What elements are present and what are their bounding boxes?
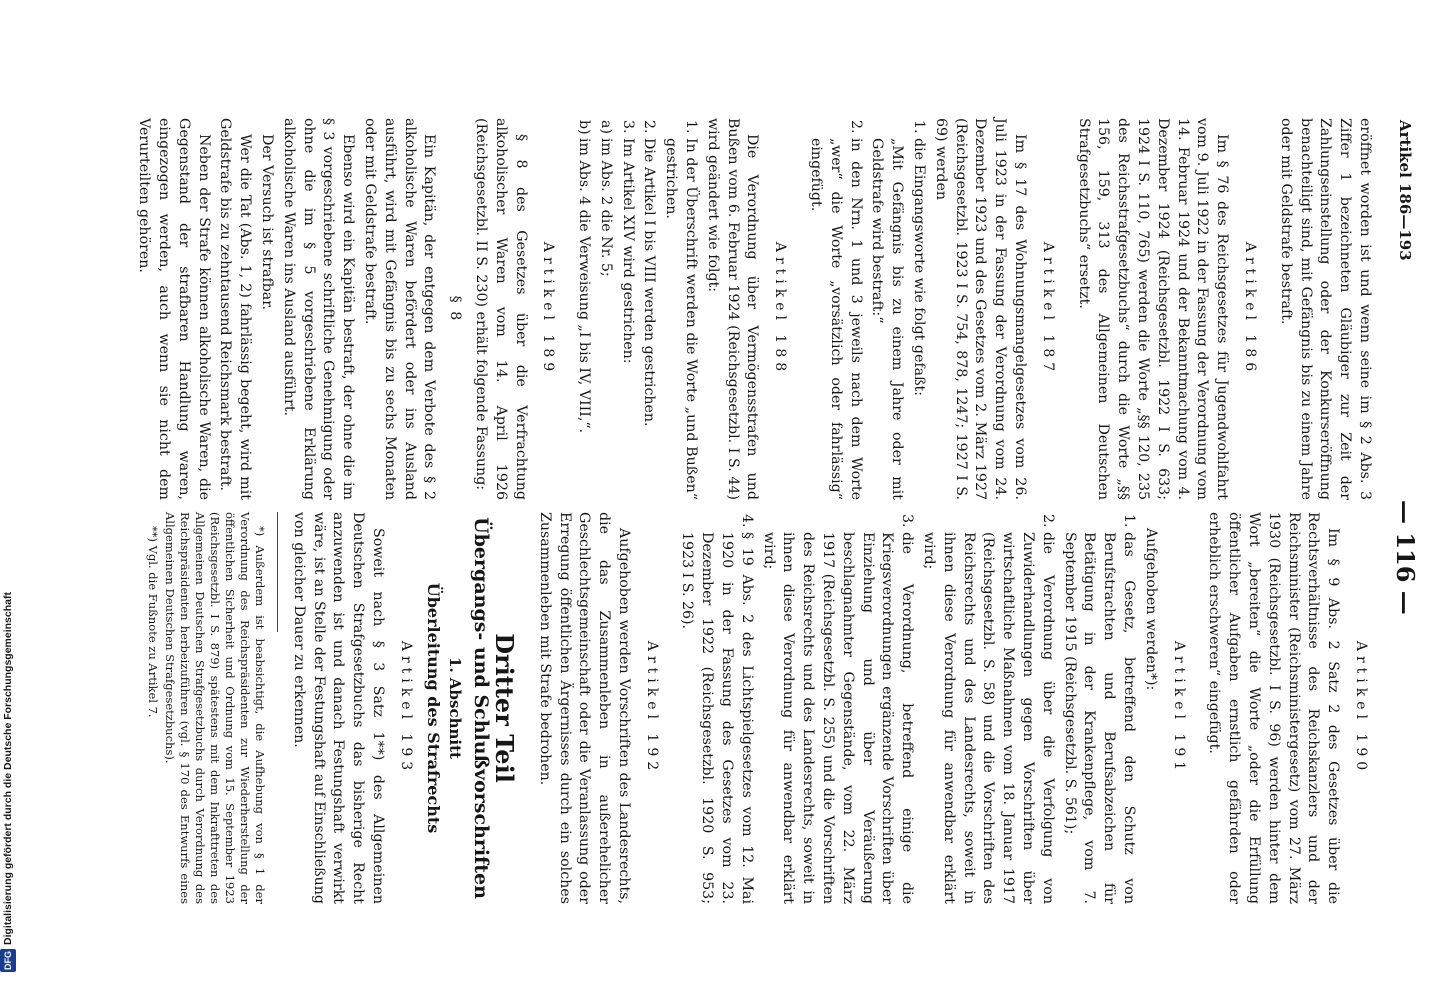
footnote-divider <box>277 512 278 632</box>
article-188-item: 2. Die Artikel I bis VIII werden gestrichen. <box>641 120 658 427</box>
article-187-item: „Mit Gefängnis bis zu einem Jahre oder mit Geldstrafe wird bestraft:“ <box>869 138 906 500</box>
article-187-text: Im § 17 des Wohnungsmangelgesetzes vom 26. Juli 1923 in der Fassung der Verordnung vom 24. Dezember 1923 und des Gesetzes vom 2. März 1927 (Reichsgesetzbl. 1923 I S. 754, 878, 1247; 1927 I S. 69) werden <box>932 118 1029 500</box>
article-188-text: Die Verordnung über Vermögensstrafen und Bußen vom 6. Februar 1924 (Reichsgesetzbl. I S. 44) wird geändert wie folgt: <box>704 118 761 500</box>
article-192-title: Artikel 192 <box>643 640 660 776</box>
article-190-text: Im § 9 Abs. 2 Satz 2 des Gesetzes über die Rechtsverhältnisse des Reichskanzlers und der Reichsminister (Reichsministergesetz) vom 27. März 1930 (Reichsgesetzbl. I S. 96) werden hinter dem Wort „bereiten“ die Worte „oder die Erfüllung öffentlicher Aufgaben ernstlich gefährden oder erheblich erschweren“ eingefügt. <box>1206 512 1342 904</box>
article-191-text: Aufgehoben werden*): <box>1142 528 1159 691</box>
footnote: *) Außerdem ist beabsichtigt, die Aufhebung von § 1 der Verordnung des Reichspräsidenten zur Wiederherstellung der öffentlichen Sicherheit und Ordnung vom 15. September 1923 (Reichsgesetzbl. I S. 879) spätestens mit dem Inkrafttreten des Allgemeinen Deutschen Strafgesetzbuchs durch Verordnung des Reichspräsidenten herbeizuführen (vgl. § 170 des Entwurfs eines Allgemeinen Deutschen Strafgesetzbuchs). <box>162 512 267 904</box>
article-188-item: 1. In der Überschrift werden die Worte „und Bußen“ gestrichen. <box>663 120 700 500</box>
section-8-paragraph: Ebenso wird ein Kapitän bestraft, der ohne die im § 3 vorgeschriebene schriftliche Genehmigung oder ohne die im § 5 vorgeschriebene Erklärung alkoholische Waren ins Ausland ausführt. <box>280 118 357 500</box>
section-title: Überleitung des Strafrechts <box>423 582 443 834</box>
part-title: Dritter Teil <box>489 633 519 783</box>
article-191-item: 4. § 19 Abs. 2 des Lichtspielgesetzes vom 12. Mai 1920 in der Fassung des Gesetzes vom 23. Dezember 1922 (Reichsgesetzbl. 1920 S. 953; 1923 I S. 26). <box>679 514 755 904</box>
article-188-item: b) im Abs. 4 die Verweisung „I bis IV, VIII,“. <box>576 120 593 434</box>
digitization-credit <box>0 0 16 1000</box>
article-192-text: Aufgehoben werden Vorschriften des Landesrechts, die das Zusammenleben in außerehelicher Geschlechtsgemeinschaft oder die Veranlassung oder Erregung öffentlichen Ärgernisses durch ein solches Zusammenleben mit Strafe bedrohen. <box>536 512 632 904</box>
article-188-title: Artikel 188 <box>772 241 789 377</box>
article-191-title: Artikel 191 <box>1170 640 1187 776</box>
article-187-item: 2. in den Nrn. 1 und 3 jeweils nach dem Worte „wer“ die Worte „vorsätzlich oder fahrlässig“ eingefügt. <box>808 120 864 500</box>
article-193-text: Soweit nach § 3 Satz 1**) des Allgemeinen Deutschen Strafgesetzbuchs das bisherige Recht anzuwenden ist und danach Festungshaft verwirkt wäre, ist an Stelle der Festungshaft auf Einschließung von gleicher Dauer zu erkennen. <box>290 512 386 904</box>
article-186-title: Artikel 186 <box>1242 241 1259 377</box>
section-8-paragraph: Der Versuch ist strafbar. <box>258 134 275 310</box>
part-subtitle: Übergangs- und Schlußvorschriften <box>470 517 493 899</box>
dfg-logo: DFG <box>0 949 16 972</box>
article-191-item: 1. das Gesetz, betreffend den Schutz von Berufstrachten und Berufsabzeichen für Betätigung in der Krankenpflege, vom 7. September 1915 (Reichsgesetzbl. S. 561); <box>1061 514 1138 904</box>
article-187-title: Artikel 187 <box>1039 241 1056 377</box>
page-number: — 116 — <box>1391 500 1420 615</box>
page-header <box>1374 120 1420 1000</box>
section-8-paragraph: Ein Kapitän, der entgegen dem Verbote des § 2 alkoholische Waren befördert oder ins Ausland ausführt, wird mit Gefängnis bis zu sechs Monaten oder mit Geldstrafe bestraft. <box>361 118 438 500</box>
article-188-item: a) im Abs. 2 die Nr. 5; <box>597 120 614 277</box>
article-193-title: Artikel 193 <box>397 640 414 776</box>
article-191-item: 3. die Verordnung, betreffend einige die Kriegsverordnungen ergänzende Vorschriften über Einziehung und über Veräußerung beschlagnahmter Gegenstände, vom 22. März 1917 (Reichsgesetzbl. S. 255) und die Vorschriften des Reichsrechts und des Landesrechts, soweit in ihnen diese Verordnung für anwendbar erklärt wird; <box>760 514 916 904</box>
credit-text: Digitalisierung gefördert durch die Deutsche Forschungsgemeinschaft <box>2 592 14 945</box>
footnote: **) Vgl. die Fußnote zu Artikel 7. <box>145 526 160 718</box>
column-right <box>143 512 1374 904</box>
article-186-text: Im § 76 des Reichsgesetzes für Jugendwohlfahrt vom 9. Juli 1922 in der Fassung der Verordnung vom 14. Februar 1924 und der Bekanntmachung vom 4. Dezember 1924 (Reichsgesetzbl. 1922 I S. 633; 1924 I S. 110, 765) werden die Worte „§§ 120, 235 des Reichsstrafgesetzbuchs“ durch die Worte „§§ 156, 159, 313 des Allgemeinen Deutschen Strafgesetzbuchs“ ersetzt. <box>1075 118 1231 500</box>
article-188-item: 3. Im Artikel XIV wird gestrichen: <box>619 120 636 364</box>
intro-paragraph: eröffnet worden ist und wenn seine im § 2 Abs. 3 Ziffer 1 bezeichneten Gläubiger zur Zeit der Zahlungseinstellung oder der Konkurseröffnung benachteiligt sind, mit Gefängnis bis zu einem Jahre oder mit Geldstrafe bestraft. <box>1277 118 1373 500</box>
section-8-paragraph: Wer die Tat (Abs. 1, 2) fahrlässig begeht, wird mit Geldstrafe bis zu zehntausend Reichsmark bestraft. <box>217 118 254 500</box>
article-190-title: Artikel 190 <box>1353 640 1369 776</box>
article-187-item: 1. die Eingangsworte wie folgt gefaßt: <box>911 120 928 397</box>
section-8-paragraph: Neben der Strafe können alkoholische Waren, die Gegenstand der strafbaren Handlung waren, eingezogen werden, auch wenn sie nicht dem Verurteilten gehören. <box>136 118 212 500</box>
article-189-title: Artikel 189 <box>540 241 557 377</box>
section-heading: 1. Abschnitt <box>446 657 465 759</box>
running-head: Artikel 186—193 <box>1396 120 1414 261</box>
section-8-heading: § 8 <box>447 295 464 323</box>
article-189-text: § 8 des Gesetzes über die Verfrachtung alkoholischer Waren vom 14. April 1926 (Reichsgesetzbl. II S. 230) erhält folgende Fassung: <box>472 118 529 500</box>
column-left <box>131 118 1374 500</box>
article-191-item: 2. die Verordnung über die Verfolgung von Zuwiderhandlungen gegen Vorschriften über wirtschaftliche Maßnahmen vom 18. Januar 1917 (Reichsgesetzbl. S. 58) und die Vorschriften des Reichsrechts und des Landesrechts, soweit in ihnen diese Verordnung für anwendbar erklärt wird; <box>921 514 1056 904</box>
